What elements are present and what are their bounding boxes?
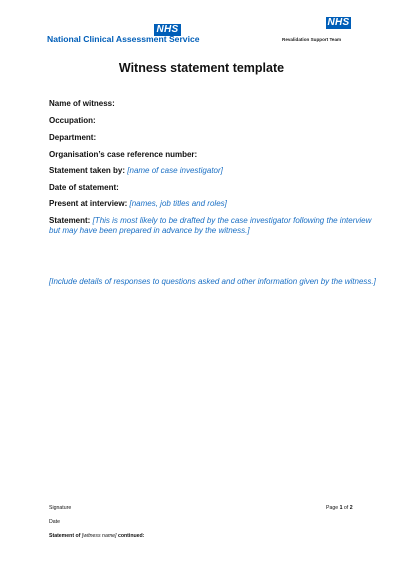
organisation-name: National Clinical Assessment Service <box>47 34 200 44</box>
field-placeholder: [name of case investigator] <box>127 166 223 175</box>
field-department <box>49 133 96 143</box>
field-label: Department: <box>49 133 97 142</box>
footer-date: Date <box>49 519 60 525</box>
field-present-at-interview <box>49 199 227 209</box>
field-label: Statement taken by: <box>49 166 126 175</box>
field-placeholder: but may have been prepared in advance by the witness.] <box>49 226 250 235</box>
field-statement <box>49 216 371 226</box>
nhs-logo-right: NHS <box>327 17 350 28</box>
field-placeholder: [names, job titles and roles] <box>129 199 227 208</box>
team-name: Revalidation Support Team <box>282 37 342 42</box>
page-current: 1 <box>339 505 343 511</box>
footer-statement-prefix: Statement of <box>49 533 81 539</box>
field-name-of-witness <box>49 99 115 109</box>
field-statement-continued <box>49 226 250 236</box>
field-label: Name of witness: <box>49 99 115 108</box>
page-total: 2 <box>349 505 353 511</box>
field-placeholder: [Include details of responses to questions asked and other information given by the witness.] <box>49 277 376 286</box>
field-date-of-statement <box>49 183 119 193</box>
field-label: Date of statement: <box>49 183 119 192</box>
page-prefix: Page <box>326 505 339 511</box>
field-label: Organisation’s case reference number: <box>49 150 198 159</box>
field-label: Statement: <box>49 216 91 225</box>
field-label: Occupation: <box>49 116 96 125</box>
field-case-reference <box>49 150 197 160</box>
footer-continued: continued: <box>117 533 145 539</box>
field-statement-taken-by <box>49 166 223 176</box>
field-placeholder: [This is most likely to be drafted by the case investigator following the interview <box>92 216 372 225</box>
footer-witness-placeholder: [witness name] <box>81 533 117 539</box>
footer-signature: Signature <box>49 505 72 511</box>
page-number <box>326 505 353 511</box>
document-title: Witness statement template <box>118 61 285 75</box>
include-details-placeholder <box>49 277 376 287</box>
footer-statement-of <box>49 533 144 539</box>
nhs-logo-left: NHS <box>154 24 181 36</box>
page-of: of <box>343 505 349 511</box>
field-occupation <box>49 116 96 126</box>
field-label: Present at interview: <box>49 199 128 208</box>
